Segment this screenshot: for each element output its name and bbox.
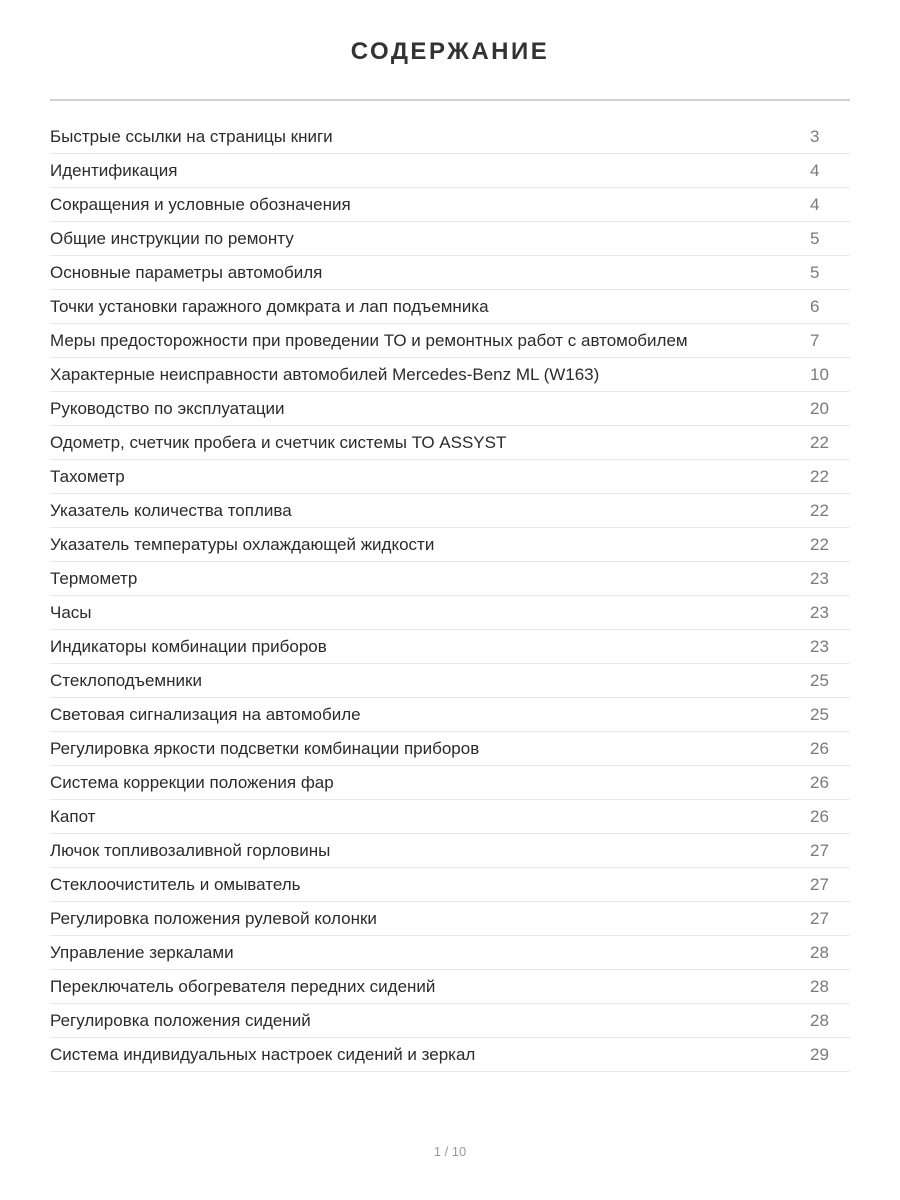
toc-entry[interactable]: [50, 188, 850, 222]
toc-entry[interactable]: [50, 698, 850, 732]
toc-entry[interactable]: [50, 562, 850, 596]
toc-entry-page-number[interactable]: 23: [810, 602, 829, 622]
toc-entry[interactable]: [50, 834, 850, 868]
toc-entry-page-number[interactable]: 27: [810, 840, 829, 860]
toc-entry-label[interactable]: Характерные неисправности автомобилей Mercedes-Benz ML (W163): [50, 364, 600, 384]
toc-entry-label[interactable]: Система индивидуальных настроек сидений и зеркал: [50, 1044, 476, 1064]
toc-entry-page-number[interactable]: 28: [810, 976, 829, 996]
toc-entry[interactable]: [50, 868, 850, 902]
toc-entry[interactable]: [50, 528, 850, 562]
toc-entry-label[interactable]: Переключатель обогревателя передних сидений: [50, 976, 436, 996]
toc-entry-page-number[interactable]: 25: [810, 704, 829, 724]
toc-entry[interactable]: [50, 120, 850, 154]
toc-entry[interactable]: [50, 290, 850, 324]
toc-entry-page-number[interactable]: 7: [810, 330, 820, 350]
toc-entry-label[interactable]: Стеклоподъемники: [50, 670, 202, 690]
toc-entry[interactable]: [50, 664, 850, 698]
toc-entry-label[interactable]: Регулировка яркости подсветки комбинации приборов: [50, 738, 480, 758]
toc-entry[interactable]: [50, 494, 850, 528]
toc-entry-page-number[interactable]: 4: [810, 194, 820, 214]
toc-entry[interactable]: [50, 630, 850, 664]
toc-entry-label[interactable]: Стеклоочиститель и омыватель: [50, 874, 301, 894]
toc-entry-page-number[interactable]: 10: [810, 364, 829, 384]
toc-entry-page-number[interactable]: 25: [810, 670, 829, 690]
toc-entry-label[interactable]: Идентификация: [50, 160, 178, 180]
toc-entry-page-number[interactable]: 23: [810, 568, 829, 588]
toc-entry[interactable]: [50, 358, 850, 392]
toc-entry-label[interactable]: Точки установки гаражного домкрата и лап подъемника: [50, 296, 489, 316]
toc-entry-page-number[interactable]: 20: [810, 398, 829, 418]
toc-entry-label[interactable]: Быстрые ссылки на страницы книги: [50, 126, 333, 146]
toc-entry[interactable]: [50, 392, 850, 426]
toc-entry-label[interactable]: Регулировка положения сидений: [50, 1010, 311, 1030]
toc-entry-page-number[interactable]: 28: [810, 1010, 829, 1030]
toc-entry-label[interactable]: Руководство по эксплуатации: [50, 398, 285, 418]
toc-entry-page-number[interactable]: 26: [810, 806, 829, 826]
toc-entry-page-number[interactable]: 22: [810, 432, 829, 452]
toc-entry-label[interactable]: Общие инструкции по ремонту: [50, 228, 294, 248]
toc-entry-label[interactable]: Капот: [50, 806, 96, 826]
toc-entry-page-number[interactable]: 22: [810, 466, 829, 486]
toc-entry-page-number[interactable]: 5: [810, 262, 820, 282]
toc-entry-label[interactable]: Управление зеркалами: [50, 942, 234, 962]
toc-entry[interactable]: [50, 460, 850, 494]
toc-entry-page-number[interactable]: 3: [810, 126, 820, 146]
toc-entry-page-number[interactable]: 27: [810, 908, 829, 928]
toc-entry-page-number[interactable]: 22: [810, 534, 829, 554]
toc-entry[interactable]: [50, 1004, 850, 1038]
toc-entry-label[interactable]: Меры предосторожности при проведении ТО и ремонтных работ с автомобилем: [50, 330, 688, 350]
toc-entry[interactable]: [50, 256, 850, 290]
toc-entry[interactable]: [50, 324, 850, 358]
toc-entry[interactable]: [50, 766, 850, 800]
toc-entry-label[interactable]: Термометр: [50, 568, 138, 588]
toc-entry[interactable]: [50, 732, 850, 766]
toc-entry-label[interactable]: Система коррекции положения фар: [50, 772, 334, 792]
toc-entry-page-number[interactable]: 4: [810, 160, 820, 180]
title-divider: [50, 99, 850, 101]
toc-entry[interactable]: [50, 154, 850, 188]
toc-entry-page-number[interactable]: 27: [810, 874, 829, 894]
toc-entry-page-number[interactable]: 23: [810, 636, 829, 656]
toc-entry-label[interactable]: Основные параметры автомобиля: [50, 262, 323, 282]
toc-entry[interactable]: [50, 222, 850, 256]
toc-entry-label[interactable]: Регулировка положения рулевой колонки: [50, 908, 377, 928]
toc-entry-page-number[interactable]: 26: [810, 738, 829, 758]
toc-entry-page-number[interactable]: 29: [810, 1044, 829, 1064]
toc-entry-label[interactable]: Тахометр: [50, 466, 125, 486]
toc-entry-page-number[interactable]: 28: [810, 942, 829, 962]
toc-entry-label[interactable]: Индикаторы комбинации приборов: [50, 636, 327, 656]
toc-entry[interactable]: [50, 936, 850, 970]
page-indicator: 1 / 10: [433, 1144, 467, 1159]
toc-entry-label[interactable]: Одометр, счетчик пробега и счетчик системы ТО ASSYST: [50, 432, 507, 452]
toc-entry-label[interactable]: Указатель количества топлива: [50, 500, 292, 520]
toc-entry[interactable]: [50, 902, 850, 936]
toc-entry-page-number[interactable]: 6: [810, 296, 820, 316]
toc-entry[interactable]: [50, 1038, 850, 1072]
toc-entry[interactable]: [50, 596, 850, 630]
toc-entry-label[interactable]: Лючок топливозаливной горловины: [50, 840, 331, 860]
toc-entry-page-number[interactable]: 5: [810, 228, 820, 248]
page-title: СОДЕРЖАНИЕ: [350, 38, 550, 65]
table-of-contents: [50, 120, 850, 1072]
toc-entry-label[interactable]: Сокращения и условные обозначения: [50, 194, 351, 214]
toc-entry-page-number[interactable]: 26: [810, 772, 829, 792]
toc-entry-label[interactable]: Световая сигнализация на автомобиле: [50, 704, 361, 724]
toc-entry-label[interactable]: Часы: [50, 602, 92, 622]
toc-entry-label[interactable]: Указатель температуры охлаждающей жидкости: [50, 534, 435, 554]
toc-entry[interactable]: [50, 800, 850, 834]
toc-entry[interactable]: [50, 970, 850, 1004]
toc-entry-page-number[interactable]: 22: [810, 500, 829, 520]
toc-entry[interactable]: [50, 426, 850, 460]
